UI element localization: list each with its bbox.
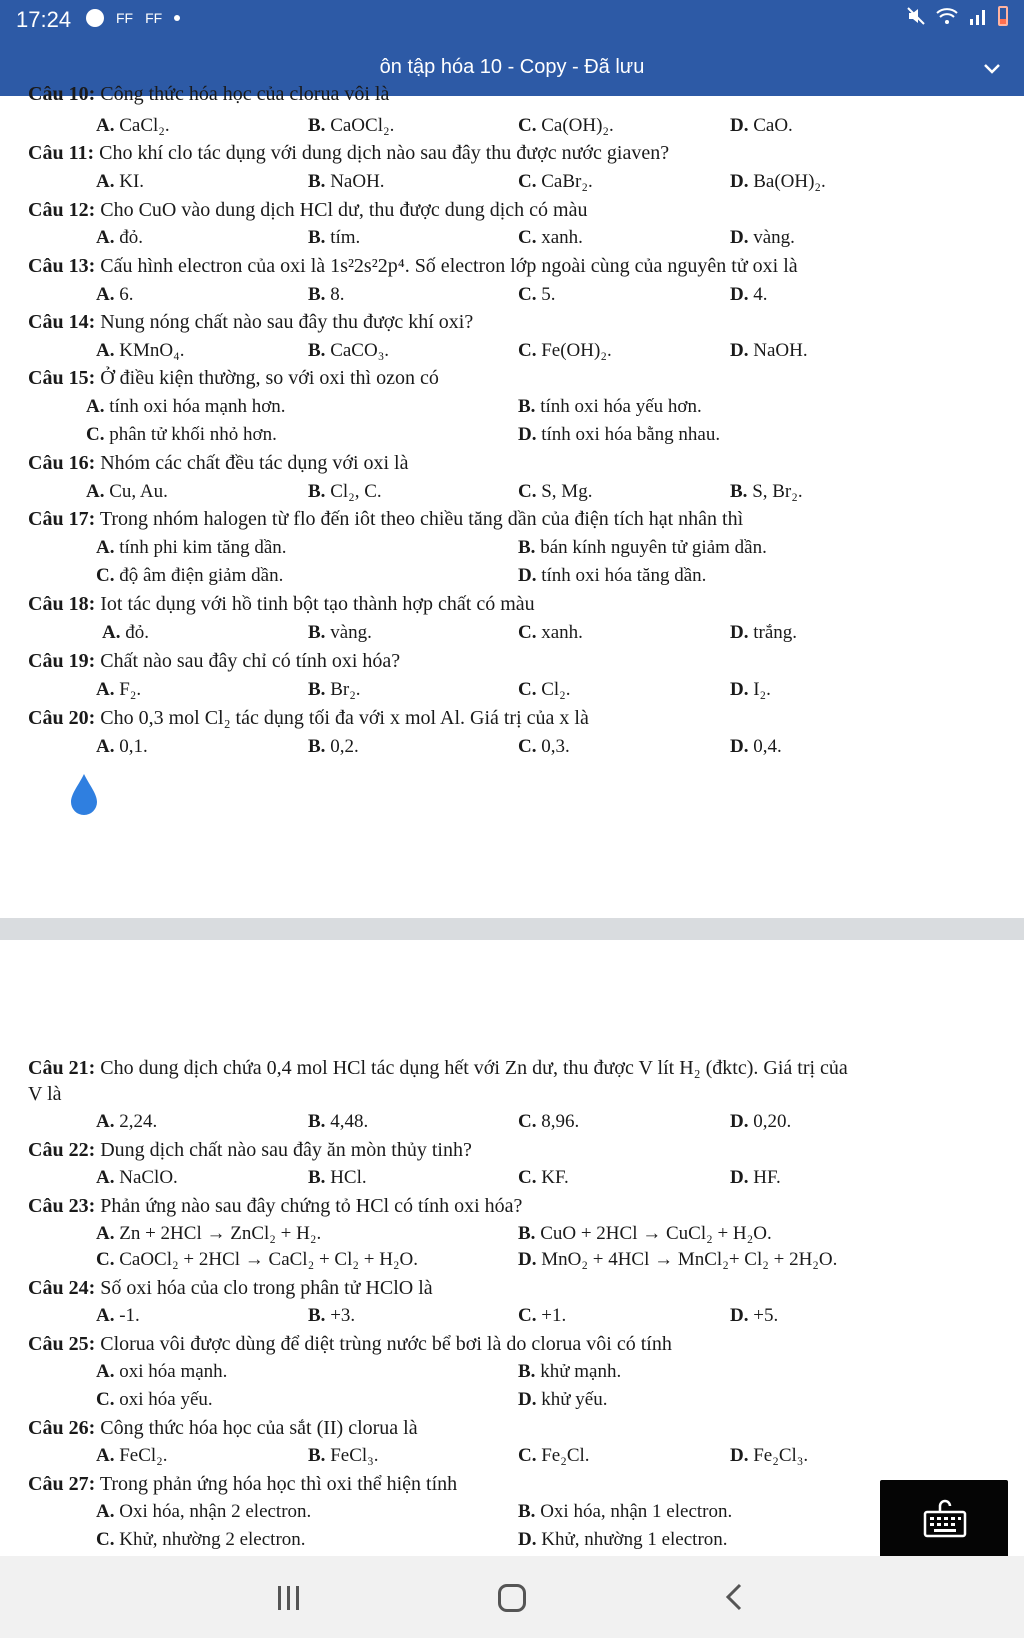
signal-icon — [968, 7, 988, 25]
option: B. tím. — [308, 227, 361, 248]
option: B. 4,48. — [308, 1111, 369, 1132]
question-25: Câu 25: Clorua vôi được dùng để diệt trùng nước bể bơi là do clorua vôi có tính — [28, 1333, 672, 1355]
question-19: Câu 19: Chất nào sau đây chỉ có tính oxi hóa? — [28, 650, 401, 672]
option: A. 0,1. — [96, 736, 148, 757]
option: B. S, Br₂. — [730, 481, 803, 502]
chevron-down-icon[interactable] — [980, 56, 1004, 80]
option: C. Fe(OH)₂. — [518, 340, 612, 361]
question-16: Câu 16: Nhóm các chất đều tác dụng với oxi là — [28, 452, 409, 474]
document-page-2[interactable] — [0, 940, 1024, 1556]
back-icon[interactable] — [724, 1582, 744, 1612]
option: D. 4. — [730, 284, 768, 305]
option: A. KMnO₄. — [96, 340, 185, 361]
option: A. CaCl₂. — [96, 115, 170, 136]
question-17: Câu 17: Trong nhóm halogen từ flo đến iôt theo chiều tăng dần của điện tích hạt nhân thì — [28, 508, 744, 530]
option: A. -1. — [96, 1305, 140, 1326]
option: D. HF. — [730, 1167, 781, 1188]
option: A. tính phi kim tăng dần. — [96, 537, 287, 558]
option: D. Khử, nhường 1 electron. — [518, 1529, 728, 1550]
recent-apps-icon[interactable] — [276, 1584, 302, 1612]
option: B. 8. — [308, 284, 345, 305]
option: A. Cu, Au. — [86, 481, 168, 502]
question-27: Câu 27: Trong phản ứng hóa học thì oxi thể hiện tính — [28, 1473, 458, 1495]
option: B. Cl₂, C. — [308, 481, 382, 502]
question-20: Câu 20: Cho 0,3 mol Cl₂ tác dụng tối đa với x mol Al. Giá trị của x là — [28, 707, 589, 729]
option: B. bán kính nguyên tử giảm dần. — [518, 537, 767, 558]
question-21: Câu 21: Cho dung dịch chứa 0,4 mol HCl tác dụng hết với Zn dư, thu được V lít H₂ (đktc). Giá trị của — [28, 1057, 848, 1079]
option: C. phân tử khối nhỏ hơn. — [86, 424, 277, 445]
option: C. xanh. — [518, 622, 583, 643]
option: C. +1. — [518, 1305, 567, 1326]
status-icons-left — [86, 9, 180, 27]
option: D. Ba(OH)₂. — [730, 171, 826, 192]
option: C. oxi hóa yếu. — [96, 1389, 213, 1410]
question-23: Câu 23: Phản ứng nào sau đây chứng tỏ HCl có tính oxi hóa? — [28, 1195, 523, 1217]
option: D. khử yếu. — [518, 1389, 608, 1410]
option: A. đỏ. — [102, 622, 149, 643]
option: C. S, Mg. — [518, 481, 593, 502]
option: A. tính oxi hóa mạnh hơn. — [86, 396, 286, 417]
option: C. Fe₂Cl. — [518, 1445, 590, 1466]
option: C. 8,96. — [518, 1111, 580, 1132]
option: A. 6. — [96, 284, 134, 305]
document-page-1[interactable] — [0, 83, 1024, 918]
option: D. trắng. — [730, 622, 798, 643]
option: C. 0,3. — [518, 736, 570, 757]
option: B. Br₂. — [308, 679, 361, 700]
status-icons-right — [906, 6, 1008, 26]
option: B. CaCO₃. — [308, 340, 390, 361]
option: D. NaOH. — [730, 340, 808, 361]
ff-icon: FF — [145, 10, 163, 26]
mute-icon — [906, 6, 926, 26]
option: B. FeCl₃. — [308, 1445, 379, 1466]
option: D. +5. — [730, 1305, 779, 1326]
wifi-icon — [936, 7, 958, 25]
cursor-handle-icon[interactable] — [68, 772, 100, 816]
status-time: 17:24 — [16, 7, 72, 32]
option: D. tính oxi hóa bằng nhau. — [518, 424, 721, 445]
option: A. đỏ. — [96, 227, 143, 248]
option: A. NaClO. — [96, 1167, 178, 1188]
option: A. oxi hóa mạnh. — [96, 1361, 228, 1382]
option: D. tính oxi hóa tăng dần. — [518, 565, 707, 586]
system-nav-bar — [0, 1556, 1024, 1638]
question-18: Câu 18: Iot tác dụng với hồ tinh bột tạo thành hợp chất có màu — [28, 593, 535, 615]
option: B. tính oxi hóa yếu hơn. — [518, 396, 702, 417]
question-10: Câu 10: Công thức hóa học của clorua vôi là — [28, 83, 390, 105]
option: B. NaOH. — [308, 171, 385, 192]
option: C. CaOCl₂ + 2HCl → CaCl₂ + Cl₂ + H₂O. — [96, 1249, 419, 1270]
keyboard-icon — [922, 1498, 968, 1540]
question-13: Câu 13: Cấu hình electron của oxi là 1s²2s²2p⁴. Số electron lớp ngoài cùng của nguyên tử oxi là — [28, 255, 798, 277]
option: D. MnO₂ + 4HCl → MnCl₂+ Cl₂ + 2H₂O. — [518, 1249, 838, 1270]
messenger-icon — [86, 9, 104, 27]
option: A. 2,24. — [96, 1111, 158, 1132]
question-12: Câu 12: Cho CuO vào dung dịch HCl dư, thu được dung dịch có màu — [28, 199, 588, 221]
option: B. CuO + 2HCl → CuCl₂ + H₂O. — [518, 1223, 772, 1244]
dot-icon — [174, 15, 180, 21]
option: A. Zn + 2HCl → ZnCl₂ + H₂. — [96, 1223, 322, 1244]
option: C. xanh. — [518, 227, 583, 248]
option: B. HCl. — [308, 1167, 367, 1188]
option: B. +3. — [308, 1305, 356, 1326]
document-title[interactable]: ôn tập hóa 10 - Copy - Đã lưu — [379, 56, 645, 78]
battery-icon — [998, 6, 1008, 26]
ff-icon: FF — [116, 10, 134, 26]
question-26: Câu 26: Công thức hóa học của sắt (II) clorua là — [28, 1417, 418, 1439]
keyboard-toggle-button[interactable] — [880, 1480, 1008, 1558]
question-14: Câu 14: Nung nóng chất nào sau đây thu được khí oxi? — [28, 311, 474, 333]
option: B. Oxi hóa, nhận 1 electron. — [518, 1501, 733, 1522]
option: B. vàng. — [308, 622, 372, 643]
option: D. Fe₂Cl₃. — [730, 1445, 809, 1466]
option: D. 0,20. — [730, 1111, 792, 1132]
home-icon[interactable] — [498, 1584, 526, 1612]
question-21-continued: V là — [28, 1083, 62, 1105]
option: C. Cl₂. — [518, 679, 571, 700]
option: A. Oxi hóa, nhận 2 electron. — [96, 1501, 312, 1522]
question-15: Câu 15: Ở điều kiện thường, so với oxi thì ozon có — [28, 367, 439, 389]
option: C. CaBr₂. — [518, 171, 593, 192]
option: C. Ca(OH)₂. — [518, 115, 614, 136]
option: A. F₂. — [96, 679, 142, 700]
option: A. FeCl₂. — [96, 1445, 168, 1466]
option: C. độ âm điện giảm dần. — [96, 565, 284, 586]
option: A. KI. — [96, 171, 145, 192]
option: D. vàng. — [730, 227, 795, 248]
option: D. I₂. — [730, 679, 771, 700]
option: B. 0,2. — [308, 736, 359, 757]
option: D. CaO. — [730, 115, 793, 136]
option: B. khử mạnh. — [518, 1361, 622, 1382]
option: B. CaOCl₂. — [308, 115, 395, 136]
page-separator — [0, 918, 1024, 940]
status-bar — [0, 0, 1024, 40]
question-22: Câu 22: Dung dịch chất nào sau đây ăn mòn thủy tinh? — [28, 1139, 472, 1161]
option: C. Khử, nhường 2 electron. — [96, 1529, 306, 1550]
option: D. 0,4. — [730, 736, 782, 757]
question-11: Câu 11: Cho khí clo tác dụng với dung dịch nào sau đây thu được nước giaven? — [28, 142, 670, 164]
option: C. 5. — [518, 284, 556, 305]
question-24: Câu 24: Số oxi hóa của clo trong phân tử HClO là — [28, 1277, 433, 1299]
option: C. KF. — [518, 1167, 569, 1188]
